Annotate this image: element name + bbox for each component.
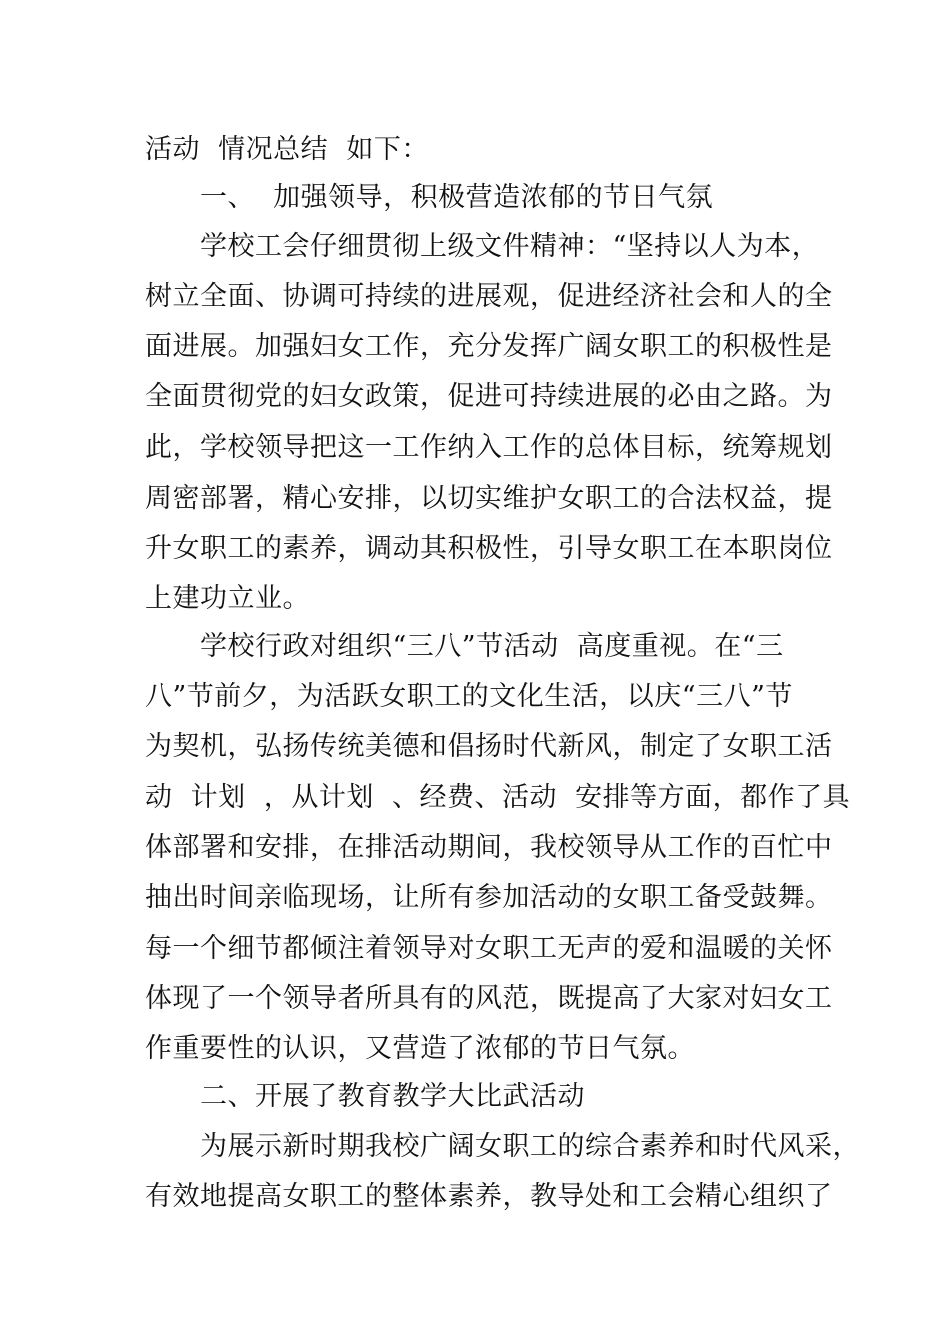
- text-line: 为契机，弘扬传统美德和倡扬时代新风，制定了女职工活: [145, 731, 833, 762]
- section-heading: 一、 加强领导，积极营造浓郁的节日气氛: [200, 182, 714, 213]
- text-line: 学校行政对组织“三八”节活动 高度重视。在“三: [200, 631, 784, 662]
- text-line: 周密部署，精心安排，以切实维护女职工的合法权益，提: [145, 483, 833, 514]
- text-line: 动 计划 ，从计划 、经费、活动 安排等方面，都作了具: [145, 782, 851, 813]
- text-line: 有效地提高女职工的整体素养，教导处和工会精心组织了: [145, 1181, 833, 1212]
- text-line: 为展示新时期我校广阔女职工的综合素养和时代风采，: [200, 1131, 860, 1162]
- text-line: 全面贯彻党的妇女政策，促进可持续进展的必由之路。为: [145, 381, 833, 412]
- text-line: 学校工会仔细贯彻上级文件精神：“坚持以人为本，: [200, 231, 820, 262]
- text-line: 树立全面、协调可持续的进展观，促进经济社会和人的全: [145, 281, 833, 312]
- text-line: 体现了一个领导者所具有的风范，既提高了大家对妇女工: [145, 983, 833, 1014]
- text-line: 八”节前夕，为活跃女职工的文化生活，以庆“三八”节: [145, 681, 793, 712]
- text-line: 上建功立业。: [145, 583, 310, 614]
- text-line: 每一个细节都倾注着领导对女职工无声的爱和温暖的关怀: [145, 933, 833, 964]
- text-line: 升女职工的素养，调动其积极性，引导女职工在本职岗位: [145, 533, 833, 564]
- text-line: 此，学校领导把这一工作纳入工作的总体目标，统筹规划: [145, 432, 833, 463]
- section-heading: 二、开展了教育教学大比武活动: [200, 1081, 585, 1112]
- text-line: 作重要性的认识，又营造了浓郁的节日气氛。: [145, 1033, 695, 1064]
- text-line: 面进展。加强妇女工作，充分发挥广阔女职工的积极性是: [145, 331, 833, 362]
- text-line: 体部署和安排，在排活动期间，我校领导从工作的百忙中: [145, 832, 833, 863]
- text-line: 抽出时间亲临现场，让所有参加活动的女职工备受鼓舞。: [145, 882, 833, 913]
- text-line: 活动 情况总结 如下：: [145, 134, 429, 165]
